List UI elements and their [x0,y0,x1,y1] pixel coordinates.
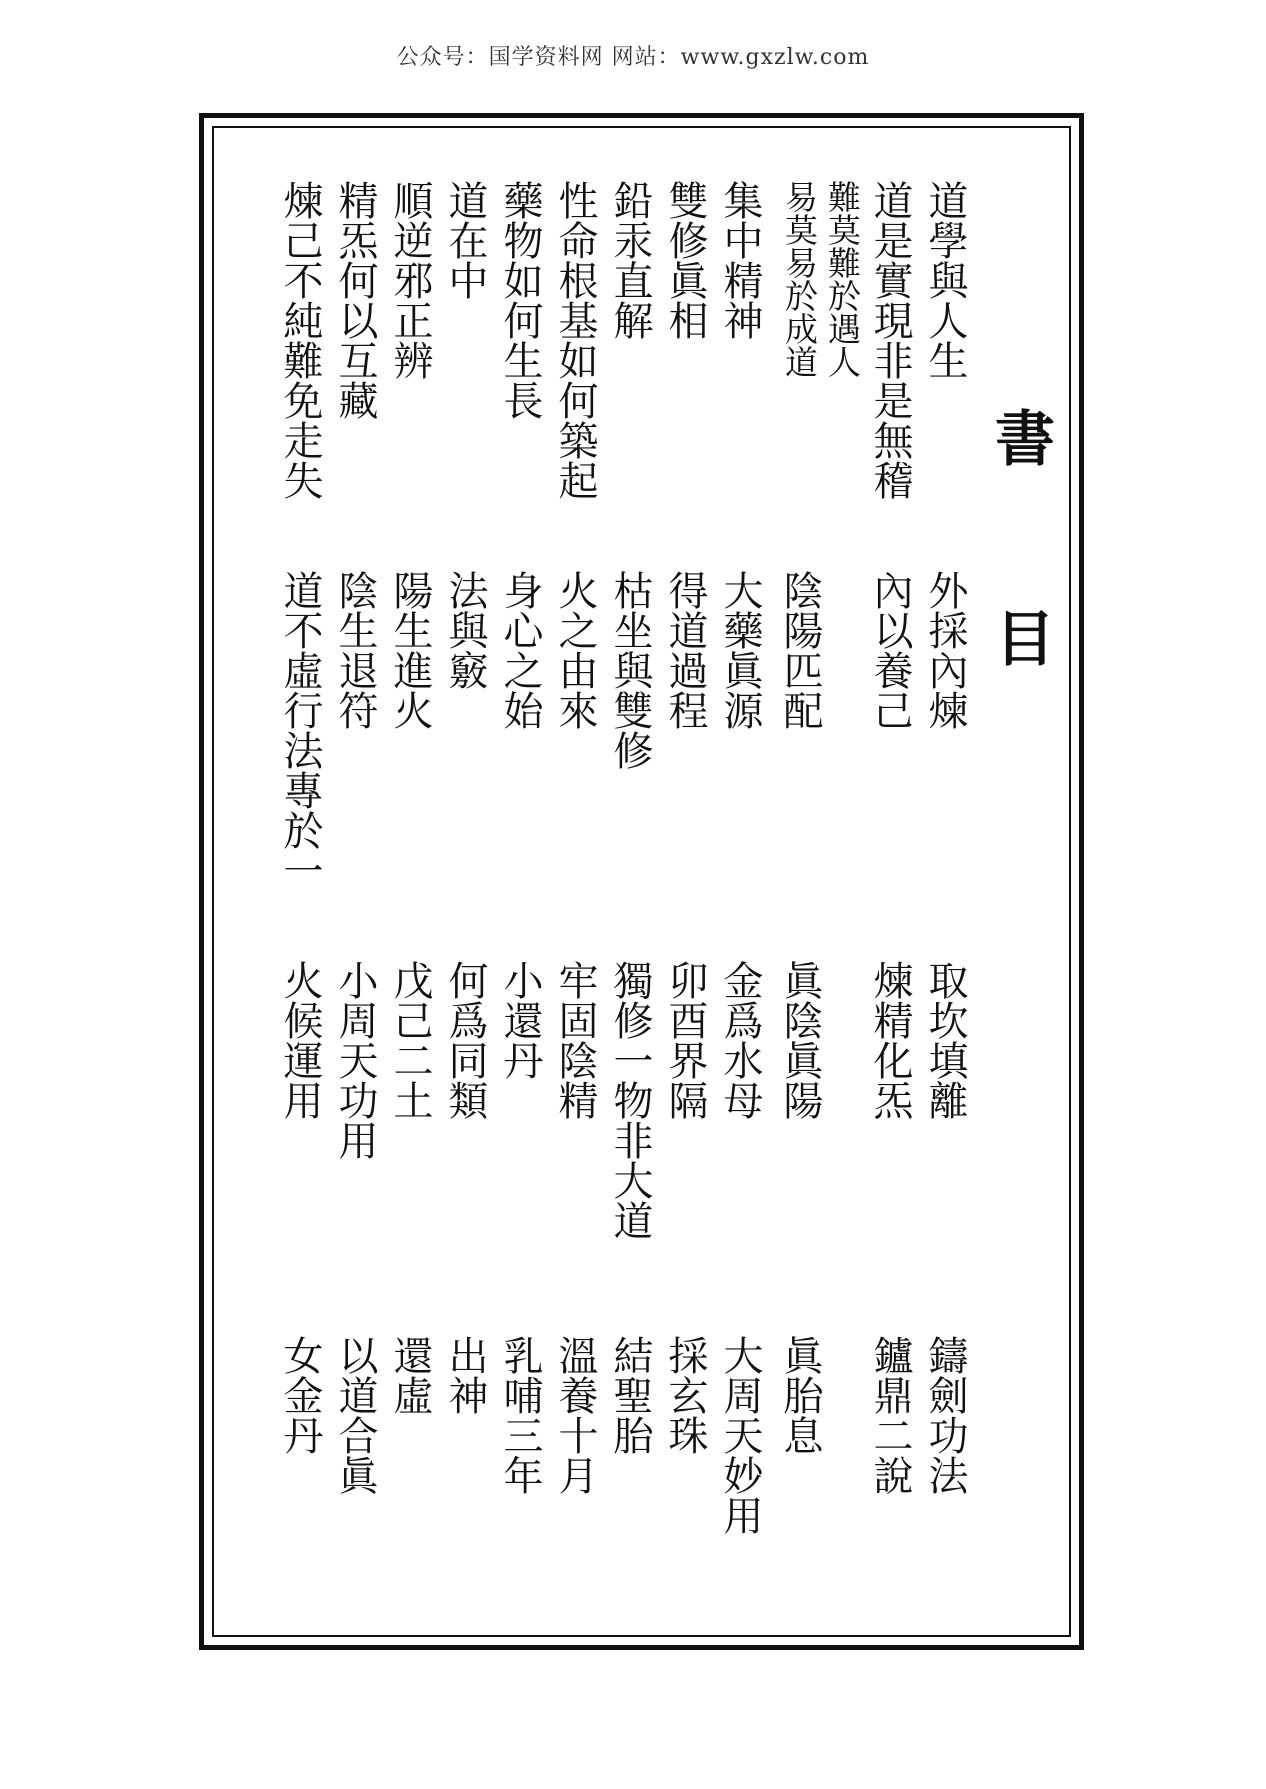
toc-entry: 金爲水母 [717,960,763,1120]
toc-entry: 鉛汞直解 [607,180,653,340]
toc-entry: 藥物如何生長 [497,180,543,420]
toc-entry: 乳哺三年 [497,1335,543,1495]
toc-entry: 順逆邪正辨 [387,180,433,380]
toc-entry: 性命根基如何築起 [552,180,598,500]
toc-entry: 卯酉界隔 [662,960,708,1120]
toc-entry: 火之由來 [552,570,598,730]
toc-entry: 陰陽匹配 [777,570,823,730]
toc-entry: 火候運用 [277,960,323,1120]
toc-entry: 道學與人生 [922,180,968,380]
watermark: 公众号：国学资料网 网站：www.gxzlw.com [396,45,870,70]
toc-entry: 大藥眞源 [717,570,763,730]
toc-entry: 鑄劍功法 [922,1335,968,1495]
toc-entry: 得道過程 [662,570,708,730]
toc-entry: 戊己二土 [387,960,433,1120]
toc-entry: 內以養己 [867,570,913,730]
toc-entry: 煉精化炁 [867,960,913,1120]
toc-entry: 陰生退符 [332,570,378,730]
toc-entry: 獨修一物非大道 [607,960,653,1240]
toc-entry: 道是實現非是無稽 [867,180,913,500]
toc-entry: 道不虛行法專於一 [277,570,323,890]
toc-entry: 小還丹 [497,960,543,1080]
toc-entry: 道在中 [442,180,488,300]
toc-entry: 精炁何以互藏 [332,180,378,420]
title-char-2: 目 [995,605,1055,675]
toc-entry: 採玄珠 [662,1335,708,1455]
toc-entry: 眞胎息 [777,1335,823,1455]
toc-entry: 法與竅 [442,570,488,690]
toc-entry: 陽生進火 [387,570,433,730]
toc-entry: 易莫易於成道 [780,180,819,378]
toc-entry: 以道合眞 [332,1335,378,1495]
toc-entry: 枯坐與雙修 [607,570,653,770]
toc-entry: 鑪鼎二說 [867,1335,913,1495]
toc-entry: 大周天妙用 [717,1335,763,1535]
toc-entry: 何爲同類 [442,960,488,1120]
toc-entry: 還虛 [387,1335,433,1415]
toc-entry: 煉己不純難免走失 [277,180,323,500]
toc-entry: 結聖胎 [607,1335,653,1455]
contents-grid [250,180,980,1580]
toc-entry: 女金丹 [277,1335,323,1455]
toc-entry: 取坎填離 [922,960,968,1120]
toc-entry: 身心之始 [497,570,543,730]
toc-entry: 外採內煉 [922,570,968,730]
toc-entry: 小周天功用 [332,960,378,1160]
toc-entry: 出神 [442,1335,488,1415]
toc-entry: 雙修眞相 [662,180,708,340]
title-char-1: 書 [995,405,1055,475]
toc-entry: 眞陰眞陽 [777,960,823,1120]
toc-entry: 難莫難於遇人 [823,180,862,378]
toc-entry: 集中精神 [717,180,763,340]
toc-entry: 溫養十月 [552,1335,598,1495]
toc-entry: 牢固陰精 [552,960,598,1120]
